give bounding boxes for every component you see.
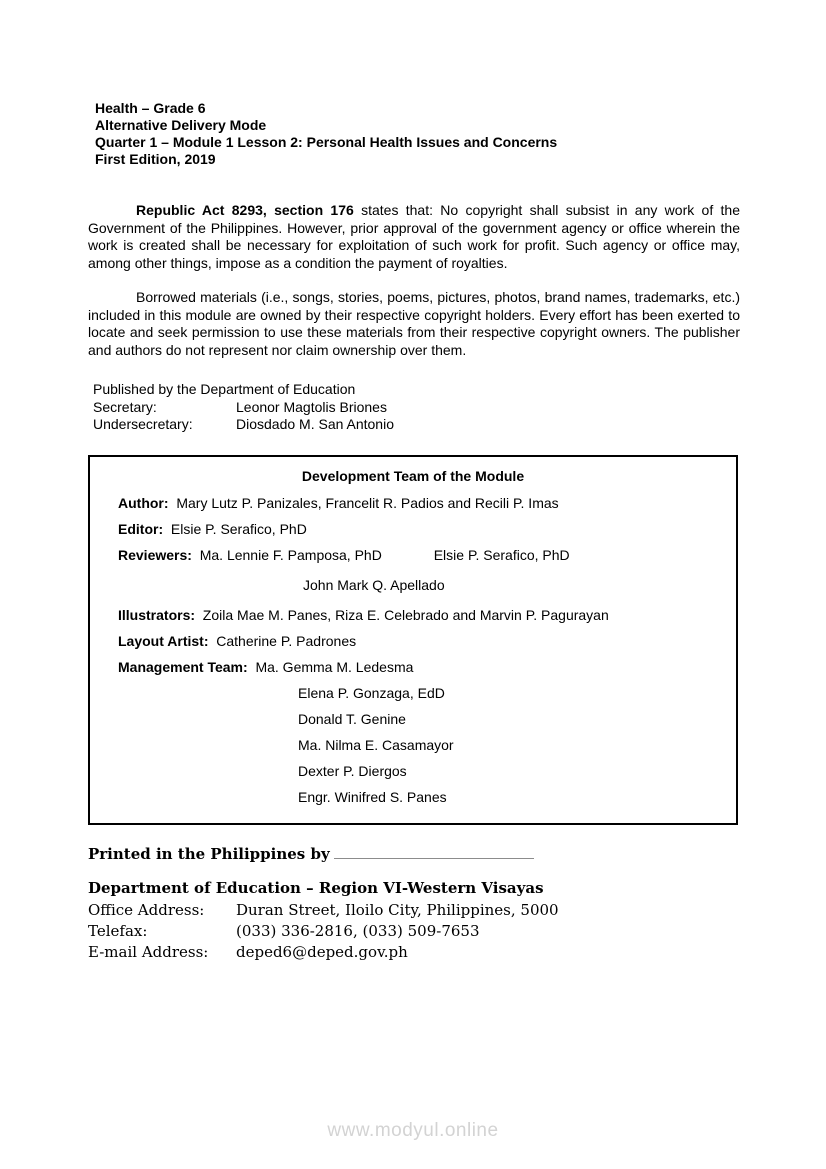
copyright-paragraph xyxy=(88,202,740,272)
reviewer-name-3: John Mark Q. Apellado xyxy=(303,577,445,593)
management-team-row xyxy=(118,659,722,676)
management-team-label: Management Team: xyxy=(118,659,248,675)
header-line-module: Quarter 1 – Module 1 Lesson 2: Personal Health Issues and Concerns xyxy=(95,134,558,150)
published-by-line: Published by the Department of Education xyxy=(93,381,356,397)
email-address-row xyxy=(88,942,708,963)
layout-artist-row xyxy=(118,633,722,650)
email-address-value: deped6@deped.gov.ph xyxy=(236,943,408,961)
region-office-name: Department of Education – Region VI-Western Visayas xyxy=(88,879,544,897)
edition-header xyxy=(95,100,745,168)
management-team-name-5: Dexter P. Diergos xyxy=(298,763,407,779)
illustrators-row xyxy=(118,607,722,624)
secretary-name: Leonor Magtolis Briones xyxy=(236,398,387,415)
printed-by-text: Printed in the Philippines by xyxy=(88,845,330,863)
reviewer-name-2: Elsie P. Serafico, PhD xyxy=(433,547,570,563)
borrowed-materials-paragraph: Borrowed materials (i.e., songs, stories, poems, pictures, photos, brand names, trademarks, etc.) included in this module are owned by their respective copyright holders. Every effort has been exerted to locate and seek permission to use these materials from their respective copyright owners. The publisher and authors do not represent nor claim ownership over them. xyxy=(88,289,740,358)
office-address-value: Duran Street, Iloilo City, Philippines, 5000 xyxy=(236,901,559,919)
telefax-label: Telefax: xyxy=(88,922,148,940)
management-team-name-4: Ma. Nilma E. Casamayor xyxy=(298,737,454,753)
header-line-edition: First Edition, 2019 xyxy=(95,151,216,167)
reviewer-name-3-row xyxy=(118,577,722,594)
printer-blank-line xyxy=(334,844,534,859)
management-team-name-3: Donald T. Genine xyxy=(298,711,406,727)
reviewers-row xyxy=(118,547,722,564)
author-names: Mary Lutz P. Panizales, Francelit R. Padios and Recili P. Imas xyxy=(176,495,559,511)
republic-act-rest-text: states that: No copyright shall subsist in any work of the Government of the Philippines. However, prior approval of the government agency or office wherein the work is created shall be necessary for exploitation of such work for profit. Such agency or office may, among other things, impose as a condition the payment of royalties. xyxy=(88,202,740,271)
secretary-label: Secretary: xyxy=(93,398,157,415)
management-team-name-2: Elena P. Gonzaga, EdD xyxy=(298,685,445,701)
office-address-row xyxy=(88,900,708,921)
email-address-label: E-mail Address: xyxy=(88,943,209,961)
footer-contact-block xyxy=(88,878,708,963)
editor-row xyxy=(118,521,722,538)
editor-label: Editor: xyxy=(118,521,164,537)
editor-name: Elsie P. Serafico, PhD xyxy=(170,521,307,537)
republic-act-bold-text: Republic Act 8293, section 176 xyxy=(136,202,354,218)
secretary-row xyxy=(93,399,653,417)
undersecretary-row xyxy=(93,416,653,434)
telefax-row xyxy=(88,921,708,942)
reviewer-name-1: Ma. Lennie F. Pamposa, PhD xyxy=(199,547,382,563)
publisher-block xyxy=(93,381,653,434)
site-watermark: www.modyul.online xyxy=(327,1120,499,1141)
header-line-subject: Health – Grade 6 xyxy=(95,100,206,116)
author-label: Author: xyxy=(118,495,169,511)
layout-artist-label: Layout Artist: xyxy=(118,633,209,649)
development-team-box xyxy=(88,455,738,825)
office-address-label: Office Address: xyxy=(88,901,205,919)
illustrator-names: Zoila Mae M. Panes, Riza E. Celebrado and Marvin P. Pagurayan xyxy=(202,607,609,623)
telefax-value: (033) 336-2816, (033) 509-7653 xyxy=(236,922,480,940)
printed-by-line xyxy=(88,844,534,864)
management-team-name-6: Engr. Winifred S. Panes xyxy=(298,789,447,805)
layout-artist-name: Catherine P. Padrones xyxy=(216,633,357,649)
author-row xyxy=(118,495,722,512)
development-team-title: Development Team of the Module xyxy=(301,468,525,484)
illustrators-label: Illustrators: xyxy=(118,607,196,623)
management-team-name-1: Ma. Gemma M. Ledesma xyxy=(255,659,414,675)
undersecretary-name: Diosdado M. San Antonio xyxy=(236,416,394,433)
reviewers-label: Reviewers: xyxy=(118,547,192,563)
undersecretary-label: Undersecretary: xyxy=(93,416,193,433)
header-line-mode: Alternative Delivery Mode xyxy=(95,117,267,133)
